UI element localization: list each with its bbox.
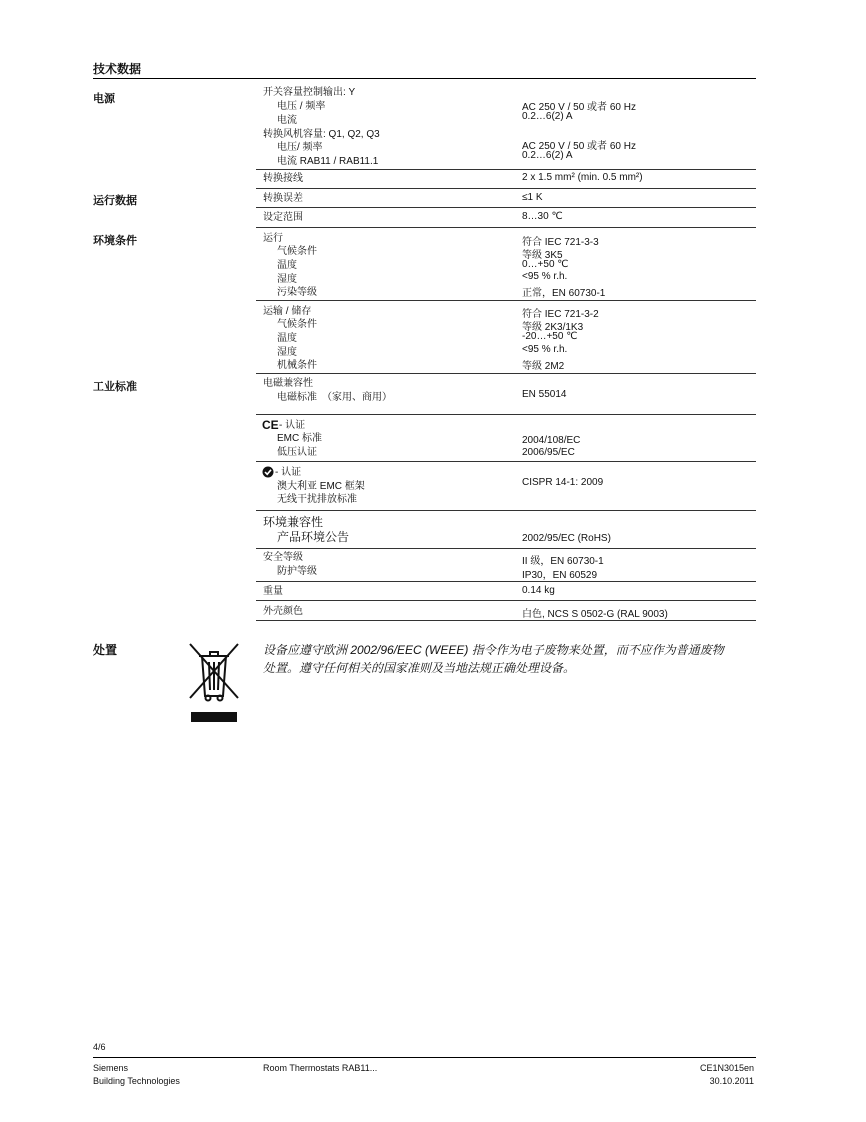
op-temp-label: 温度 [277, 260, 297, 271]
voltage-freq-label: 电压 / 频率 [277, 101, 326, 112]
safety-label: 安全等级 [263, 552, 303, 563]
op-title: 运行 [263, 233, 283, 244]
protection-label: 防护等级 [277, 566, 317, 577]
ce-emc-label: EMC 标准 [277, 433, 322, 444]
fan-title: 转换风机容量: Q1, Q2, Q3 [263, 129, 380, 140]
disposal-text-line-2: 处置。遵守任何相关的国家准则及当地法规正确处理设备。 [263, 661, 576, 675]
weight-label: 重量 [263, 586, 283, 597]
safety-value: II 级，EN 60730-1 [522, 556, 604, 567]
ce-emc-value: 2004/108/EC [522, 435, 581, 446]
page-number: 4/6 [93, 1042, 106, 1052]
section-operating: 运行数据 [93, 195, 137, 207]
ctick-cert-label: - 认证 [275, 467, 302, 478]
op-climate-label: 气候条件 [277, 246, 317, 257]
divider [256, 548, 756, 549]
wiring-value: 2 x 1.5 mm² (min. 0.5 mm²) [522, 172, 643, 183]
emc-std-label: 电磁标准 （家用、商用） [277, 392, 392, 403]
op-temp-value: 0…+50 ℃ [522, 259, 569, 270]
divider [256, 169, 756, 170]
op-climate-value: 等级 3K5 [522, 250, 563, 261]
ctick-aus-label: 澳大利亚 EMC 框架 [277, 481, 365, 492]
op-pollution-label: 污染等级 [277, 287, 317, 298]
wiring-label: 转换接线 [263, 173, 303, 184]
tr-temp-value: -20…+50 ℃ [522, 331, 578, 342]
color-value: 白色, NCS S 0502-G (RAL 9003) [522, 609, 668, 620]
fan-voltage-value: AC 250 V / 50 或者 60 Hz [522, 141, 636, 152]
op-title-value: 符合 IEC 721-3-3 [522, 237, 599, 248]
tr-climate-label: 气候条件 [277, 319, 317, 330]
op-pollution-value: 正常，EN 60730-1 [522, 288, 606, 299]
footer-doc-id: CE1N3015en [699, 1063, 754, 1073]
divider [256, 207, 756, 208]
ce-lv-value: 2006/95/EC [522, 447, 575, 458]
ce-cert-label: - 认证 [279, 420, 306, 431]
footer-company-2: Building Technologies [93, 1076, 180, 1086]
ctick-radio-label: 无线干扰排放标准 [277, 494, 357, 505]
footer-company-1: Siemens [93, 1063, 129, 1073]
tr-mech-label: 机械条件 [277, 360, 317, 371]
crossed-bin-icon [186, 640, 242, 724]
ce-mark-icon: CE [262, 418, 279, 432]
ce-lv-label: 低压认证 [277, 447, 317, 458]
op-humidity-label: 湿度 [277, 274, 297, 285]
section-standards: 工业标准 [93, 381, 137, 393]
divider [256, 600, 756, 601]
fan-voltage-label: 电压/ 频率 [277, 142, 323, 153]
divider [256, 510, 756, 511]
tr-humidity-label: 湿度 [277, 347, 297, 358]
divider [256, 227, 756, 228]
current-label: 电流 [277, 115, 297, 126]
c-tick-icon [262, 466, 274, 478]
tr-humidity-value: <95 % r.h. [522, 344, 568, 355]
emc-std-value: EN 55014 [522, 389, 567, 400]
setting-range-label: 设定范围 [263, 212, 303, 223]
page-title: 技术数据 [93, 62, 142, 76]
emc-title: 电磁兼容性 [263, 378, 313, 389]
env-product-label: 产品环境公告 [277, 530, 350, 544]
divider [256, 188, 756, 189]
switch-diff-value: ≤1 K [522, 192, 543, 203]
current-value: 0.2…6(2) A [522, 111, 573, 122]
tr-temp-label: 温度 [277, 333, 297, 344]
divider [256, 414, 756, 415]
tr-climate-value: 等级 2K3/1K3 [522, 322, 584, 333]
switch-output-title: 开关容量控制输出: Y [263, 87, 356, 98]
footer-date: 30.10.2011 [709, 1076, 754, 1086]
env-product-value: 2002/95/EC (RoHS) [522, 533, 611, 544]
disposal-text-line-1: 设备应遵守欧洲 2002/96/EEC (WEEE) 指令作为电子废物来处置，而不应作为普通废物 [263, 643, 724, 657]
op-humidity-value: <95 % r.h. [522, 271, 568, 282]
env-compat-label: 环境兼容性 [263, 515, 324, 529]
tr-title: 运输 / 储存 [263, 306, 312, 317]
header-rule [93, 78, 756, 79]
footer-product: Room Thermostats RAB11... [263, 1063, 378, 1073]
setting-range-value: 8…30 ℃ [522, 211, 563, 222]
divider [256, 461, 756, 462]
fan-current-value: 0.2…6(2) A [522, 150, 573, 161]
section-disposal: 处置 [93, 643, 118, 657]
fan-current-label: 电流 RAB11 / RAB11.1 [277, 156, 379, 167]
voltage-freq-value: AC 250 V / 50 或者 60 Hz [522, 102, 636, 113]
tr-title-value: 符合 IEC 721-3-2 [522, 309, 599, 320]
weight-value: 0.14 kg [522, 585, 555, 596]
divider [256, 581, 756, 582]
switch-diff-label: 转换误差 [263, 193, 303, 204]
divider [256, 300, 756, 301]
ctick-value: CISPR 14-1: 2009 [522, 477, 604, 488]
section-environment: 环境条件 [93, 235, 137, 247]
section-power: 电源 [93, 93, 115, 105]
footer-rule [93, 1057, 756, 1058]
tr-mech-value: 等级 2M2 [522, 361, 565, 372]
divider [256, 373, 756, 374]
divider [256, 620, 756, 621]
color-label: 外壳颜色 [263, 606, 303, 617]
protection-value: IP30，EN 60529 [522, 570, 598, 581]
